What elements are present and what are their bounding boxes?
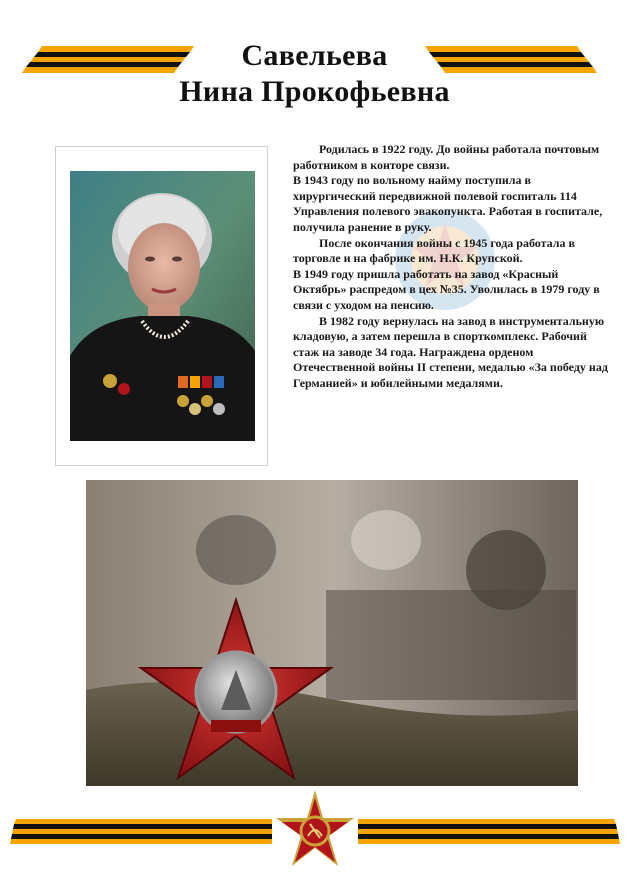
portrait-photo (70, 171, 255, 441)
bio-paragraph-3: После окончания войны с 1945 года работала в торговле и на фабрике им. Н.К. Крупской. (293, 235, 575, 266)
title-name: Нина Прокофьевна (179, 75, 450, 108)
page-title (110, 38, 519, 110)
biography (293, 142, 608, 392)
order-of-the-patriotic-war-icon (274, 790, 356, 876)
portrait-frame (55, 146, 268, 466)
bio-paragraph-5: В 1982 году вернулась на завод в инструментальную кладовую, а затем перешла в спорткомплекс. Рабочий стаж на заводе 34 года. Награждена орденом Отечественной войны II степени, медалью «За победу над Германией» и юбилейными медалями. (293, 313, 608, 390)
bio-paragraph-2: В 1943 году по вольному найму поступила в хирургический передвижной полевой госпиталь 114 Управления полевого эвакопункта. Работая в госпитале, получила ранение в руку. (293, 173, 603, 234)
st-george-ribbon-bottom-right (358, 817, 620, 847)
st-george-ribbon-bottom-left (10, 817, 272, 847)
bio-paragraph-4: В 1949 году пришла работать на завод «Красный Октябрь» распредом в цех №35. Уволилась в 1979 году в связи с уходом на пенсию. (293, 266, 600, 312)
red-star-photo (86, 480, 578, 786)
bio-paragraph-1: Родилась в 1922 году. До войны работала почтовым работником в конторе связи. (293, 142, 600, 172)
title-surname: Савельева (241, 39, 388, 72)
